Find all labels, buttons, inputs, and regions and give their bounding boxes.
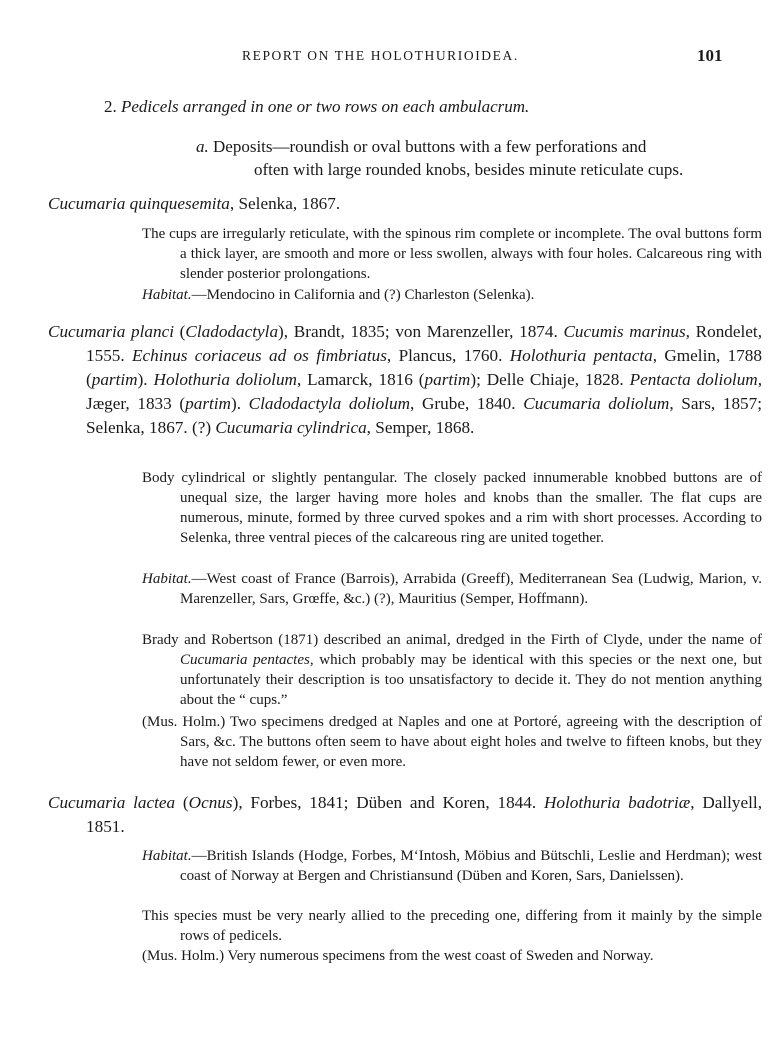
synonym-name: Cucumis marinus [563,322,686,341]
habitat-label: Habitat. [142,287,192,303]
synonym-name: Cucumaria cylindrica [215,418,367,437]
synonym-name: Ocnus [188,793,233,812]
synonymy-text: ); Delle Chiaje, 1828. [470,370,630,389]
key-number: 2. [104,97,117,116]
species-authority: , Selenka, 1867. [229,194,341,213]
synonym-name: Cladodactyla doliolum [248,394,411,413]
species3-museum-record: (Mus. Holm.) Very numerous specimens from the west coast of Sweden and Norway. [142,948,654,964]
species2-habitat [142,569,762,609]
species-name: Cucumaria planci [48,322,174,341]
note-text: , which probably may be identical with this species or the next one, but unfortunately their description is too unsatisfactory to decide it. They do not mention anything about the “ cups.” [180,652,762,708]
habitat-label: Habitat. [142,571,192,587]
page-header [0,46,776,70]
synonymy-text: , Sars, 1857; Selenka, 1867. (?) [86,394,763,437]
partim-note: partim [424,370,471,389]
synonym-name: Cucumaria doliolum [523,394,670,413]
page-number: 101 [697,46,723,65]
synonymy-text: , Dallyell, 1851. [86,793,763,836]
species3-habitat [142,846,762,886]
species3-note: This species must be very nearly allied to the preceding one, differing from it mainly by the simple rows of pedicels. [142,908,762,944]
synonym-name: Holothuria badotriæ [543,793,691,812]
species1-habitat [142,285,762,305]
species1-description: The cups are irregularly reticulate, with the spinous rim complete or incomplete. The oval buttons form a thick layer, are smooth and more or less swollen, always with four holes. Calcareous ring with slender posterior prolongations. [142,226,762,282]
synonymy-text: ( [175,793,189,812]
key-a-text-1: Deposits—roundish or oval buttons with a few perforations and [213,137,647,156]
synonym-name: Holothuria doliolum [153,370,297,389]
synonym-name: Pentacta doliolum [629,370,758,389]
species-heading-lactea [48,791,762,839]
partim-note: partim [185,394,231,413]
synonymy-text: , Gmelin, 1788 ( [86,346,762,389]
synonymy-text: , Lamarck, 1816 ( [296,370,425,389]
partim-note: partim [91,370,138,389]
synonymy-text: , Rondelet, 1555. [86,322,762,365]
synonymy-text: , Plancus, 1760. [386,346,510,365]
species2-description: Body cylindrical or slightly pentangular. The closely packed innumerable knobbed buttons are of unequal size, the larger having more holes and knobs than the smaller. The flat cups are numerous, minute, formed by three curved spokes and a rim with short processes. According to Selenka, three ventral pieces of the calcareous ring are united together. [142,470,762,546]
synonym-name: Echinus coriaceus ad os fimbriatus [132,346,387,365]
key-text: Pedicels arranged in one or two rows on each ambulacrum. [121,97,530,116]
synonymy-text: ). [230,394,249,413]
habitat-label: Habitat. [142,848,192,864]
note-text: Brady and Robertson (1871) described an animal, dredged in the Firth of Clyde, under the name of [142,632,762,648]
synonymy-text: , Semper, 1868. [366,418,475,437]
synonymy-text: ), Brandt, 1835; von Marenzeller, 1874. [278,322,564,341]
synonym-name: Holothuria pentacta [509,346,653,365]
synonymy-text: ). [137,370,154,389]
species2-note [142,630,762,710]
synonymy-text: ), Forbes, 1841; Düben and Koren, 1844. [232,793,544,812]
running-title: REPORT ON THE HOLOTHURIOIDEA. [242,48,519,63]
species-heading-quinquesemita [48,192,728,216]
synonymy-text: , Grube, 1840. [410,394,524,413]
synonymy-text: ( [174,322,186,341]
species-heading-planci [48,320,762,440]
species2-museum-record: (Mus. Holm.) Two specimens dredged at Naples and one at Portoré, agreeing with the description of Sars, &c. The buttons often seem to have about eight holes and twelve to fifteen knobs, but they have not seldom fewer, or even more. [142,714,762,770]
habitat-text: —West coast of France (Barrois), Arrabida (Greeff), Mediterranean Sea (Ludwig, Marion, v. Marenzeller, Sars, Grœffe, &c.) (?), Mauritius (Semper, Hoffmann). [180,571,762,607]
key-a-text-2: often with large rounded knobs, besides minute reticulate cups. [254,160,684,179]
key-item-a [196,135,724,181]
habitat-text: —British Islands (Hodge, Forbes, M‘Intosh, Möbius and Bütschli, Leslie and Herdman); west coast of Norway at Bergen and Christiansund (Düben and Koren, Sars, Danielssen). [180,848,762,884]
species-name: Cucumaria quinquesemita [48,194,230,213]
key-a-marker: a. [196,137,209,156]
synonym-name: Cladodactyla [185,322,279,341]
synonymy-text: , Jæger, 1833 ( [86,370,762,413]
species-name: Cucumaria lactea [48,793,176,812]
habitat-text: —Mendocino in California and (?) Charleston (Selenka). [191,287,535,303]
key-item-2 [104,97,744,117]
note-species-name: Cucumaria pentactes [180,652,310,668]
